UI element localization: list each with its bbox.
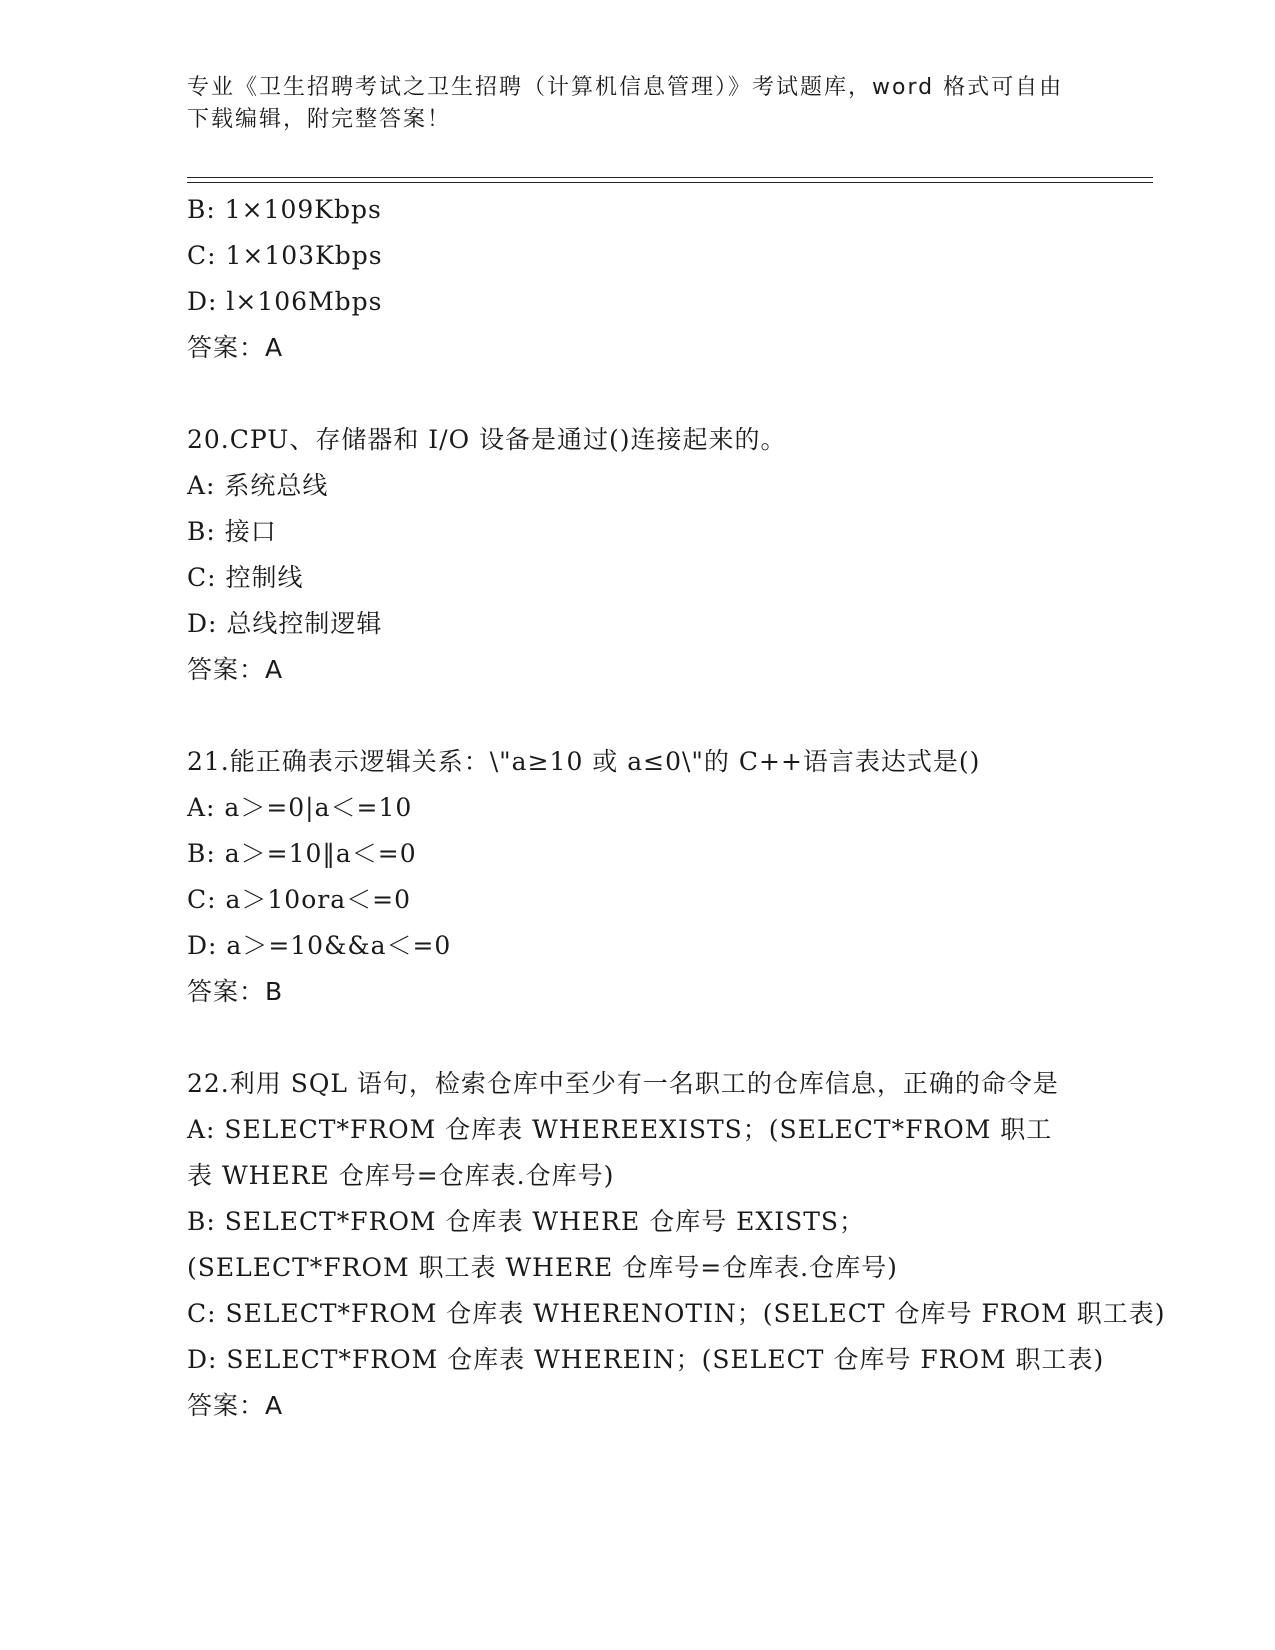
option-c: C: a＞10ora＜=0: [187, 885, 411, 914]
option-b: B: a＞=10‖a＜=0: [187, 839, 417, 868]
question-text: 20.CPU、存储器和 I/O 设备是通过()连接起来的。: [187, 425, 787, 454]
option-d: D: 总线控制逻辑: [187, 609, 383, 638]
option-c: C: 1×103Kbps: [187, 241, 383, 270]
option-c: C: SELECT*FROM 仓库表 WHERENOTIN；(SELECT 仓库号 FROM 职工表): [187, 1299, 1166, 1328]
option-c: C: 控制线: [187, 563, 304, 592]
question-19: [187, 187, 1067, 371]
header-rule-top: [187, 177, 1153, 178]
option-a: A: 系统总线: [187, 471, 329, 500]
question-20: [187, 417, 1067, 693]
spacer: [187, 1015, 1067, 1061]
question-text: 22.利用 SQL 语句，检索仓库中至少有一名职工的仓库信息，正确的命令是: [187, 1069, 1059, 1098]
question-text: 21.能正确表示逻辑关系：\"a≥10 或 a≤0\"的 C++语言表达式是(): [187, 747, 981, 776]
option-b: B: SELECT*FROM 仓库表 WHERE 仓库号 EXISTS；(SELECT*FROM 职工表 WHERE 仓库号=仓库表.仓库号): [187, 1207, 898, 1282]
option-d: D: l×106Mbps: [187, 287, 383, 316]
option-a: A: SELECT*FROM 仓库表 WHEREEXISTS；(SELECT*FROM 职工表 WHERE 仓库号=仓库表.仓库号): [187, 1115, 1053, 1190]
option-d: D: SELECT*FROM 仓库表 WHEREIN；(SELECT 仓库号 FROM 职工表): [187, 1345, 1105, 1374]
question-21: [187, 739, 1067, 1015]
header-rule-bottom: [187, 182, 1153, 183]
answer: 答案：A: [187, 655, 284, 684]
spacer: [187, 693, 1067, 739]
answer: 答案：A: [187, 1391, 284, 1420]
question-22: [187, 1061, 1166, 1429]
spacer: [187, 371, 1067, 417]
answer: 答案：A: [187, 333, 284, 362]
page-header: 专业《卫生招聘考试之卫生招聘（计算机信息管理）》考试题库，word 格式可自由下载编辑，附完整答案！: [187, 75, 1064, 132]
option-b: B: 1×109Kbps: [187, 195, 382, 224]
question-list: [187, 187, 1166, 1429]
option-a: A: a＞=0|a＜=10: [187, 793, 413, 822]
option-b: B: 接口: [187, 517, 277, 546]
answer: 答案：B: [187, 977, 284, 1006]
option-d: D: a＞=10&&a＜=0: [187, 931, 452, 960]
